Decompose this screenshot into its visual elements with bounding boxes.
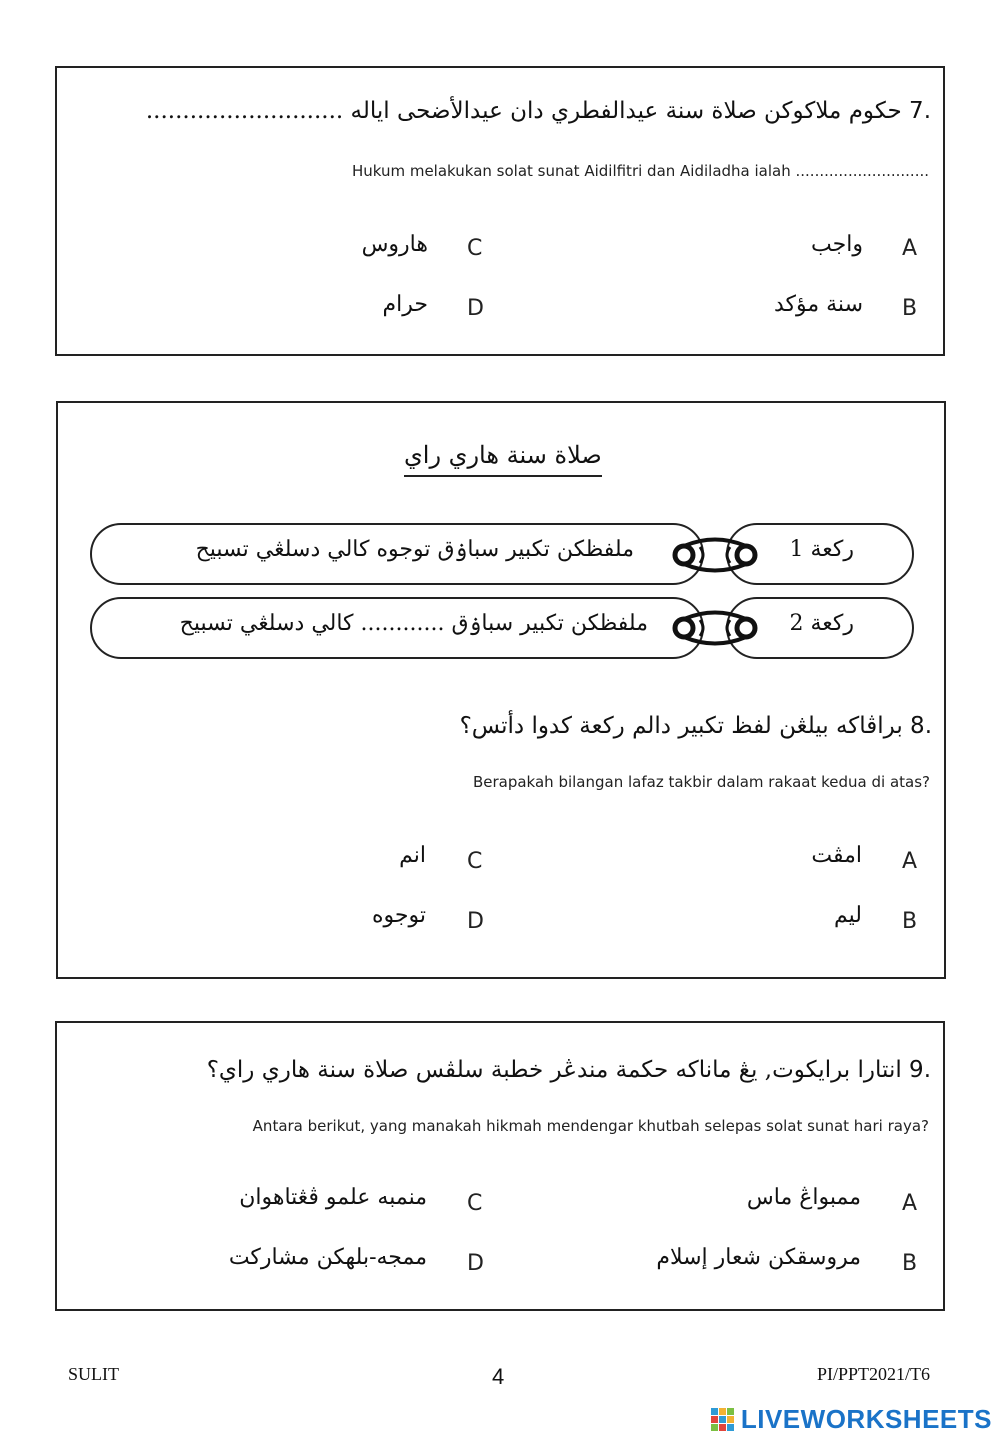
q9-option-d-text[interactable]: ممجه-بلهكن مشاركت (228, 1245, 427, 1270)
question-9-text (207, 1057, 931, 1083)
q7-option-b-letter[interactable]: B (902, 296, 918, 321)
q7-option-c-letter[interactable]: C (467, 236, 483, 261)
q9-option-b-text[interactable]: مروسقكن شعار إسلام (656, 1245, 861, 1270)
chain-link-icon-2 (670, 610, 760, 646)
q8-option-b-letter[interactable]: B (902, 909, 918, 934)
q9-option-c-text[interactable]: منمبه علمو ڤڠتاهوان (239, 1185, 427, 1210)
q9-option-c-letter[interactable]: C (467, 1191, 483, 1216)
question-8-jawi: براڤاكه بيلڠن لفظ تكبير دالم ركعة كدوا دأتس؟ (459, 713, 903, 739)
q9-option-a-text[interactable]: ممبواڠ ماس (746, 1185, 861, 1210)
diagram-title: صلاة سنة هاري راي (404, 441, 602, 477)
q9-option-d-letter[interactable]: D (467, 1251, 484, 1276)
question-7-text (146, 98, 931, 124)
q7-option-c-text[interactable]: هاروس (361, 232, 428, 257)
q8-option-c-text[interactable]: انم (399, 843, 426, 868)
q8-option-d-text[interactable]: توجوه (372, 903, 426, 928)
question-9-malay: Antara berikut, yang manakah hikmah mendengar khutbah selepas solat sunat hari raya? (252, 1117, 929, 1135)
q8-option-a-letter[interactable]: A (902, 849, 918, 874)
q8-option-a-text[interactable]: امڤت (811, 843, 862, 868)
question-9-number: .9 (909, 1057, 931, 1083)
question-8-malay: Berapakah bilangan lafaz takbir dalam rakaat kedua di atas? (472, 773, 930, 791)
question-8-box (56, 401, 946, 979)
chain-link-icon-1 (670, 537, 760, 573)
question-7-malay: Hukum melakukan solat sunat Aidilfitri dan Aidiladha ialah ............................ (351, 162, 929, 180)
question-7-jawi: حكوم ملاكوكن صلاة سنة عيدالفطري دان عيدالأضحى اياله ........................... (145, 98, 902, 124)
footer-page-number: 4 (492, 1364, 505, 1389)
q9-option-a-letter[interactable]: A (902, 1191, 918, 1216)
q7-option-d-letter[interactable]: D (467, 296, 484, 321)
question-9-jawi: انتارا برايكوت, يڠ ماناكه حكمة مندڠر خطبة سلڤس صلاة سنة هاري راي؟ (206, 1057, 902, 1083)
footer-left: SULIT (68, 1364, 119, 1384)
brand-name: LIVEWORKSHEETS (740, 1404, 992, 1434)
question-7-number: .7 (909, 98, 931, 124)
q8-option-b-text[interactable]: ليم (834, 903, 862, 928)
rakaat-2-label: ركعة 2 (789, 611, 854, 636)
q8-option-c-letter[interactable]: C (467, 849, 483, 874)
q7-option-d-text[interactable]: حرام (382, 292, 428, 317)
q7-option-b-text[interactable]: سنة مؤكد (773, 292, 863, 317)
rakaat-2-text: ملفظكن تكبير سباۏق ............ كالي دسلڠي تسبيح (179, 611, 648, 636)
rakaat-1-text: ملفظكن تكبير سباۏق توجوه كالي دسلڠي تسبيح (195, 537, 634, 562)
q8-option-d-letter[interactable]: D (467, 909, 484, 934)
q9-option-b-letter[interactable]: B (902, 1251, 918, 1276)
question-7-box (55, 66, 945, 356)
q7-option-a-text[interactable]: واجب (811, 232, 863, 257)
grid-logo-icon (711, 1408, 735, 1432)
q7-option-a-letter[interactable]: A (902, 236, 918, 261)
question-9-box (55, 1021, 945, 1311)
footer-right: PI/PPT2021/T6 (816, 1364, 930, 1384)
question-8-text (460, 713, 932, 739)
question-8-number: .8 (910, 713, 932, 739)
liveworksheets-logo (711, 1404, 992, 1435)
rakaat-1-label: ركعة 1 (789, 537, 854, 562)
